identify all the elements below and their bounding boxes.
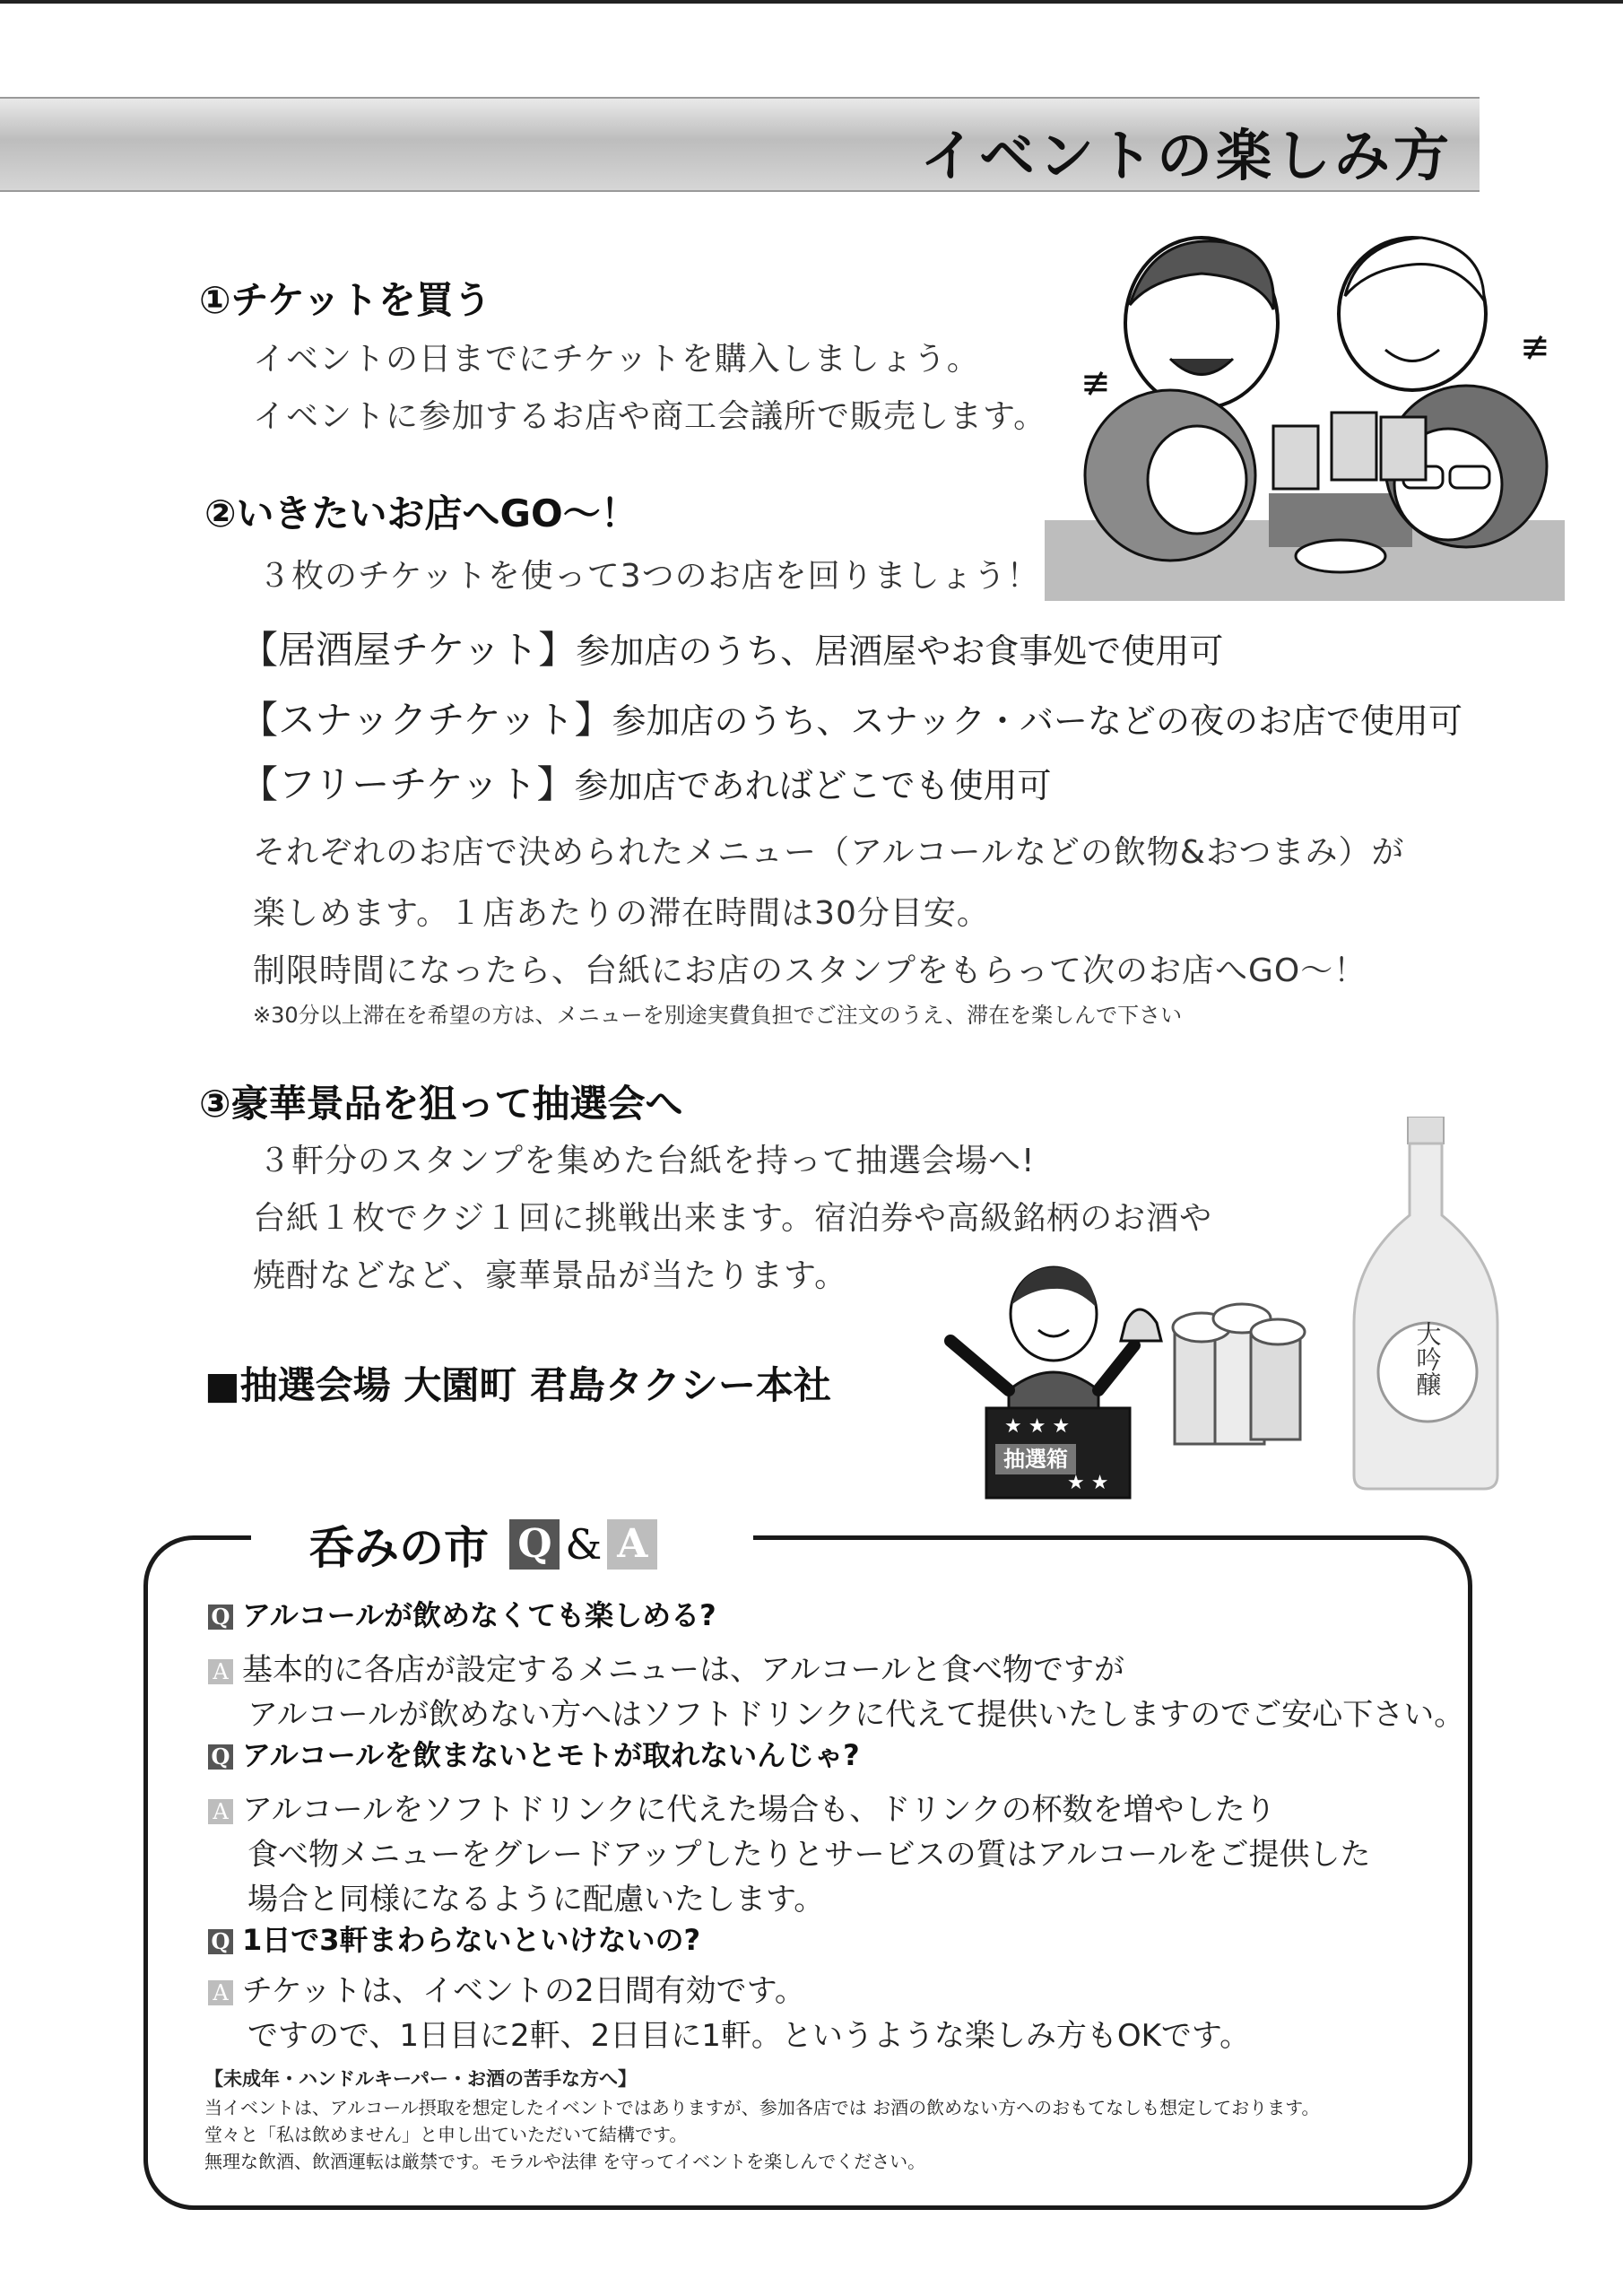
notice-line: 無理な飲酒、飲酒運転は厳禁です。モラルや法律 を守ってイベントを楽しんでください。 [204,2151,926,2172]
answer-text: 基本的に各店が設定するメニューは、アルコールと食べ物ですが [242,1652,1124,1688]
step3-line: 焼酎などなど、豪華景品が当たります。 [253,1257,848,1294]
step3-line: ３軒分のスタンプを集めた台紙を持って抽選会場へ! [258,1143,1036,1179]
ticket-snack [240,691,1462,744]
answer-2-line: 場合と同様になるように配慮いたします。 [247,1882,825,1918]
ticket-name: 【フリーチケット】 [240,762,575,806]
answer-text: チケットは、イベントの2日間有効です。 [242,1973,805,2009]
ampersand: & [565,1520,603,1569]
step2-intro: ３枚のチケットを使って3つのお店を回りましょう！ [258,558,1040,595]
q-badge-icon: Q [509,1519,560,1570]
svg-text:★ ★ ★: ★ ★ ★ [1004,1415,1071,1438]
answer-2-line [208,1785,1276,1829]
question-1 [208,1593,716,1634]
svg-text:≢: ≢ [1081,362,1111,404]
notice-heading: 【未成年・ハンドルキーパー・お酒の苦手な方へ】 [204,2068,637,2090]
step2-line: 楽しめます。１店あたりの滞在時間は30分目安。 [253,895,990,932]
ticket-desc: 参加店のうち、居酒屋やお食事処で使用可 [576,631,1224,671]
question-text: アルコールを飲まないとモトが取れないんじゃ? [242,1738,860,1772]
sake-bottle-illustration [1345,1117,1506,1493]
ticket-free [240,755,1052,809]
answer-3-line: ですので、1日目に2軒、2日目に1軒。というような楽しみ方もOKです。 [247,2018,1251,2054]
lottery-venue: ■抽選会場 大園町 君島タクシー本社 [204,1363,831,1407]
answer-1-line [208,1645,1124,1689]
a-mark-icon: A [208,1799,233,1824]
ticket-desc: 参加店のうち、スナック・バーなどの夜のお店で使用可 [612,701,1463,741]
step2-line: それぞれのお店で決められたメニュー（アルコールなどの飲物&おつまみ）が [253,834,1405,871]
a-mark-icon: A [208,1980,233,2005]
question-text: アルコールが飲めなくても楽しめる? [242,1598,716,1632]
a-mark-icon: A [208,1659,233,1684]
answer-1-line: アルコールが飲めない方へはソフトドリンクに代えて提供いたしますのでご安心下さい。 [247,1697,1465,1733]
top-rule [0,0,1623,4]
q-mark-icon: Q [208,1605,233,1630]
step2-note: ※30分以上滞在を希望の方は、メニューを別途実費負担でご注文のうえ、滞在を楽しんで下さい [253,1003,1183,1028]
step2-heading: ②いきたいお店へGO～！ [204,491,638,535]
notice-line: 堂々と「私は飲めません」と申し出ていただいて結構です。 [204,2124,688,2145]
step1-line: イベントに参加するお店や商工会議所で販売します。 [253,398,1047,435]
q-mark-icon: Q [208,1744,233,1770]
beer-mugs-illustration [1166,1292,1309,1453]
qa-title [309,1512,663,1577]
svg-text:★ ★: ★ ★ [1067,1472,1109,1494]
question-2 [208,1733,860,1774]
notice-line: 当イベントは、アルコール摂取を想定したイベントではありますが、参加各店では お酒の飲めない方へのおもてなしも想定しております。 [204,2097,1320,2118]
ticket-desc: 参加店であればどこでも使用可 [574,766,1052,805]
answer-3-line [208,1966,805,2010]
answer-2-line: 食べ物メニューをグレードアップしたりとサービスの質はアルコールをご提供した [247,1837,1371,1873]
q-mark-icon: Q [208,1929,233,1954]
step1-line: イベントの日までにチケットを購入しましょう。 [253,341,980,378]
ticket-name: 【スナックチケット】 [240,698,612,742]
lottery-man-illustration [933,1233,1166,1502]
title-banner [0,97,1480,192]
page-title: イベントの楽しみ方 [919,123,1453,188]
qa-title-text: 呑みの市 [309,1522,489,1574]
step2-line: 制限時間になったら、台紙にお店のスタンプをもらって次のお店へGO～！ [253,952,1367,989]
ticket-izakaya [240,621,1223,674]
drinking-friends-illustration [1045,224,1565,601]
sake-label: 大吟醸 [1412,1321,1443,1396]
answer-text: アルコールをソフトドリンクに代えた場合も、ドリンクの杯数を増やしたり [242,1792,1276,1828]
question-text: 1日で3軒まわらないといけないの? [242,1923,701,1957]
step3-line: 台紙１枚でクジ１回に挑戦出来ます。宿泊券や高級銘柄のお酒や [253,1200,1213,1237]
step3-heading: ③豪華景品を狙って抽選会へ [199,1082,683,1126]
lottery-box-label: 抽選箱 [1003,1447,1068,1472]
a-badge-icon: A [607,1519,657,1570]
ticket-name: 【居酒屋チケット】 [240,628,577,672]
step1-heading: ①チケットを買う [199,278,491,322]
question-3 [208,1918,700,1959]
svg-text:≢: ≢ [1520,326,1550,368]
